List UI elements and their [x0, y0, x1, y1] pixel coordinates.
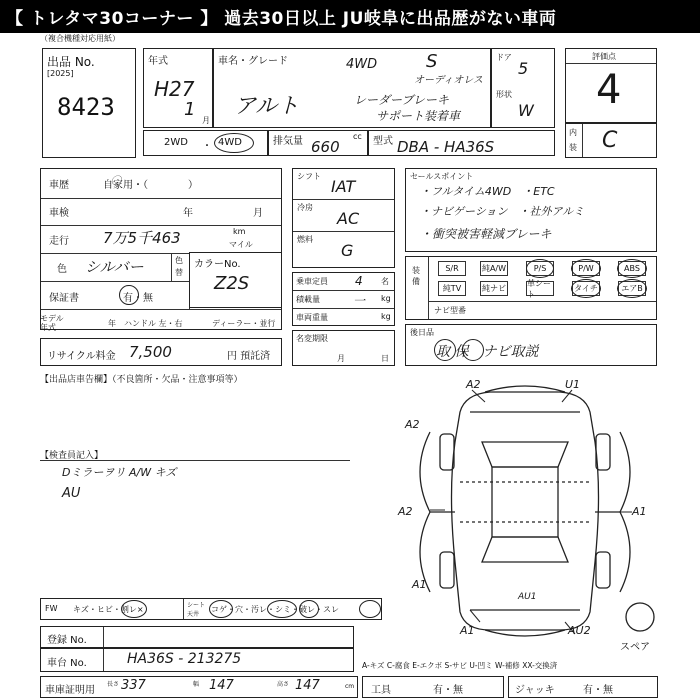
color-change-label1: 色	[175, 256, 183, 265]
tools-row	[362, 676, 504, 698]
model-year-row-dealer: ディーラー・並行	[212, 319, 276, 328]
recycle-label: リサイクル料金	[47, 351, 116, 362]
lot-year-tag: [2025]	[47, 69, 74, 78]
capacity-unit: 名	[381, 277, 389, 286]
name-change-day: 日	[381, 354, 389, 363]
rating-box	[565, 48, 657, 123]
mark-a1-bottom: A1	[460, 624, 475, 637]
cert-row	[40, 676, 358, 698]
weight-label: 車両重量	[296, 313, 328, 322]
model-year-row-year: 年	[108, 319, 116, 328]
drive-select-box: 2WD ・ 4WD	[143, 130, 268, 156]
cert-width-value: 147	[209, 678, 234, 693]
equip-abs-circle	[617, 259, 647, 278]
load-unit: kg	[381, 294, 391, 303]
accessories-value: 取 保 ナビ取説	[436, 344, 539, 360]
rating-value: 4	[596, 67, 622, 113]
drive-2wd: 2WD	[164, 137, 188, 148]
chassis-label: 車台 No.	[47, 658, 87, 669]
mileage-label: 走行	[49, 236, 69, 247]
registration-label: 登録 No.	[47, 635, 87, 646]
name-change-month: 月	[337, 354, 345, 363]
interior-value: C	[602, 128, 618, 153]
displacement-label: 排気量	[273, 136, 303, 147]
fuel-label: 燃料	[297, 235, 313, 244]
model-year-row-label2: 年式	[40, 323, 56, 332]
tools-value: 有・無	[433, 685, 463, 696]
displacement-unit: cc	[353, 132, 362, 141]
shift-label: シフト	[297, 172, 321, 181]
doors-label: ドア	[496, 53, 512, 62]
model-year-row-label1: モデル	[40, 314, 64, 323]
navi-type-label: ナビ型番	[434, 306, 466, 315]
history-value: 自家用・（ ）	[103, 180, 198, 191]
lot-number-box	[42, 48, 136, 158]
interior-label1: 内	[569, 128, 577, 137]
model-year-box	[143, 48, 213, 128]
banner-text: 【 トレタマ30コーナー 】 過去30日以上 JU岐阜に出品歴がない車両	[6, 9, 557, 29]
model-code-label: 型式	[373, 136, 393, 147]
equip-leather: 革シート	[526, 281, 554, 296]
cert-height-label: 高さ	[277, 681, 290, 688]
model-code-value: DBA - HA36S	[397, 138, 495, 156]
form-subtitle: （複合機種対応用紙）	[40, 34, 120, 43]
registration-row	[40, 626, 354, 648]
equip-abs: ABS	[618, 261, 646, 276]
color-number-box	[189, 252, 282, 308]
warranty-value: 有・無	[123, 293, 153, 304]
inspection-label: 車検	[49, 208, 69, 219]
mark-au2-bottom: AU2	[568, 624, 591, 637]
cert-unit: cm	[345, 683, 355, 690]
equip-ps-circle	[526, 259, 554, 278]
spec-box	[292, 168, 395, 268]
jack-row	[508, 676, 658, 698]
warranty-circle	[119, 285, 139, 305]
inspector-note-line1: Dミラーヲリ A/W キズ	[62, 466, 177, 479]
recycle-unit: 円 預託済	[227, 351, 271, 362]
model-code-box	[368, 130, 555, 156]
seller-notes-label: 【出品店車告欄】（不良箇所・欠品・注意事項等）	[40, 375, 243, 385]
doors-shape-box	[491, 48, 555, 128]
chassis-value: HA36S - 213275	[127, 651, 242, 667]
chassis-row	[40, 648, 354, 672]
color-label: 色	[57, 264, 67, 275]
accessories-label: 後日品	[410, 328, 434, 337]
inspection-year-unit: 年	[183, 208, 193, 219]
load-label: 積載量	[296, 295, 320, 304]
car-grade-s: S	[426, 51, 438, 72]
recycle-box	[40, 338, 282, 366]
mark-a1-left-bottom: A1	[412, 578, 427, 591]
sales-point-line1: ・フルタイム4WD ・ETC	[420, 185, 555, 198]
model-year-value: H27	[154, 77, 195, 101]
equip-sunroof: S/R	[438, 261, 466, 276]
load-value: 一	[353, 294, 366, 308]
sales-point-line3: ・衝突被害軽減ブレーキ	[420, 227, 552, 241]
body-shape-value: W	[518, 101, 534, 120]
cert-label: 車庫証明用	[45, 685, 95, 696]
accessory-circle-2	[462, 339, 484, 361]
rating-label: 評価点	[592, 52, 616, 61]
spare-label: スペア	[620, 642, 650, 653]
color-value: シルバー	[85, 258, 144, 276]
inspector-notes-label: 【検査員記入】	[40, 451, 104, 461]
displacement-box	[268, 130, 368, 156]
equipment-label: 装備	[412, 266, 420, 286]
tools-label: 工具	[371, 685, 391, 696]
body-shape-label: 形状	[496, 90, 512, 99]
equip-airbag: エアB	[618, 281, 646, 296]
name-change-box	[292, 330, 395, 366]
equip-airbag-circle	[617, 279, 647, 298]
aircon-label: 冷房	[297, 203, 313, 212]
capacity-box	[292, 272, 395, 326]
car-name-label: 車名・グレード	[218, 56, 288, 67]
mileage-value: 7万5千463	[103, 229, 181, 247]
capacity-value: 4	[355, 274, 363, 288]
sales-points-box	[405, 168, 657, 252]
equip-timing-chain: タイチ	[572, 281, 600, 296]
mark-u1-top: U1	[565, 378, 581, 391]
mark-a2-left-top: A2	[405, 418, 420, 431]
interior-box	[565, 123, 657, 158]
fw-row	[40, 598, 382, 620]
drive-4wd-circle	[214, 133, 254, 153]
displacement-value: 660	[311, 138, 340, 156]
accessories-box	[405, 324, 657, 366]
sales-point-line2: ・ナビゲーション ・社外アルミ	[420, 205, 585, 218]
mileage-mile-unit: マイル	[229, 240, 253, 249]
mark-a2-top: A2	[466, 378, 481, 391]
model-year-label: 年式	[148, 56, 168, 67]
seat-circle-2	[267, 600, 297, 618]
lot-number: 8423	[57, 93, 115, 121]
history-label: 車歴	[49, 180, 69, 191]
inspector-note-line2: AU	[62, 486, 81, 501]
weight-unit: kg	[381, 312, 391, 321]
fw-label: FW	[45, 604, 58, 613]
warranty-label: 保証書	[49, 293, 79, 304]
sales-points-label: セールスポイント	[410, 172, 474, 181]
car-name-box	[213, 48, 491, 128]
capacity-label: 乗車定員	[296, 277, 328, 286]
jack-value: 有・無	[583, 685, 613, 696]
seat-circle-3	[299, 600, 319, 618]
equip-pw-circle	[571, 259, 601, 278]
car-drive-value: 4WD	[346, 57, 378, 72]
cert-width-label: 幅	[193, 681, 200, 688]
car-grade-line3: サポート装着車	[376, 109, 461, 123]
mark-a1-right: A1	[632, 505, 647, 518]
lot-label: 出品 No.	[47, 55, 95, 69]
equip-power-window: P/W	[572, 261, 600, 276]
mark-au1-bottom: AU1	[518, 592, 537, 602]
jack-label: ジャッキ	[515, 685, 555, 696]
aircon-value: AC	[337, 209, 360, 228]
mark-a2-left: A2	[398, 505, 413, 518]
mileage-km-unit: km	[233, 227, 246, 236]
equip-alloy-wheel: 純A/W	[480, 261, 508, 276]
inspection-month-unit: 月	[253, 208, 263, 219]
drive-4wd: 4WD	[218, 137, 242, 148]
fuel-value: G	[341, 241, 354, 260]
shift-value: IAT	[331, 177, 356, 196]
cert-height-value: 147	[295, 678, 320, 693]
color-number-label: カラーNo.	[194, 259, 241, 270]
car-grade-line1: オーディオレス	[414, 75, 483, 86]
equipment-box	[405, 256, 657, 320]
name-change-label: 名変期限	[296, 334, 328, 343]
cert-length-label: 長さ	[107, 681, 120, 688]
equip-tc-circle	[571, 279, 601, 298]
seat-circle-1	[209, 600, 233, 618]
color-change-label2: 替	[175, 268, 183, 277]
model-year-row-handle: ハンドル 左・右	[124, 319, 183, 328]
equip-tv: 純TV	[438, 281, 466, 296]
car-name-value: アルト	[234, 94, 300, 119]
seat-circle-4	[359, 600, 381, 618]
interior-label2: 装	[569, 143, 577, 152]
car-damage-diagram	[390, 372, 670, 652]
car-grade-line2: レーダーブレーキ	[354, 93, 449, 107]
recycle-value: 7,500	[129, 343, 172, 361]
fw-value: キズ・ヒビ・割レ×	[73, 605, 144, 614]
page-banner	[0, 0, 700, 33]
cert-length-value: 337	[121, 678, 146, 693]
seat-value: コゲ・穴・汚レ・シミ・破レ・スレ	[211, 605, 339, 614]
color-number-value: Z2S	[214, 273, 250, 294]
doors-value: 5	[518, 59, 529, 78]
seat-label2: 天井	[187, 611, 200, 618]
accessory-circle-1	[434, 339, 456, 361]
equip-power-steering: P/S	[526, 261, 554, 276]
model-month-value: 1	[184, 99, 196, 120]
fw-circle	[121, 600, 147, 618]
damage-legend: A-キズ C-腐食 E-エクボ S-サビ U-凹ミ W-補修 XX-交換済	[362, 661, 558, 670]
seat-label1: シート	[187, 602, 206, 609]
model-month-unit: 月	[202, 116, 210, 125]
equip-navi: 純ナビ	[480, 281, 508, 296]
